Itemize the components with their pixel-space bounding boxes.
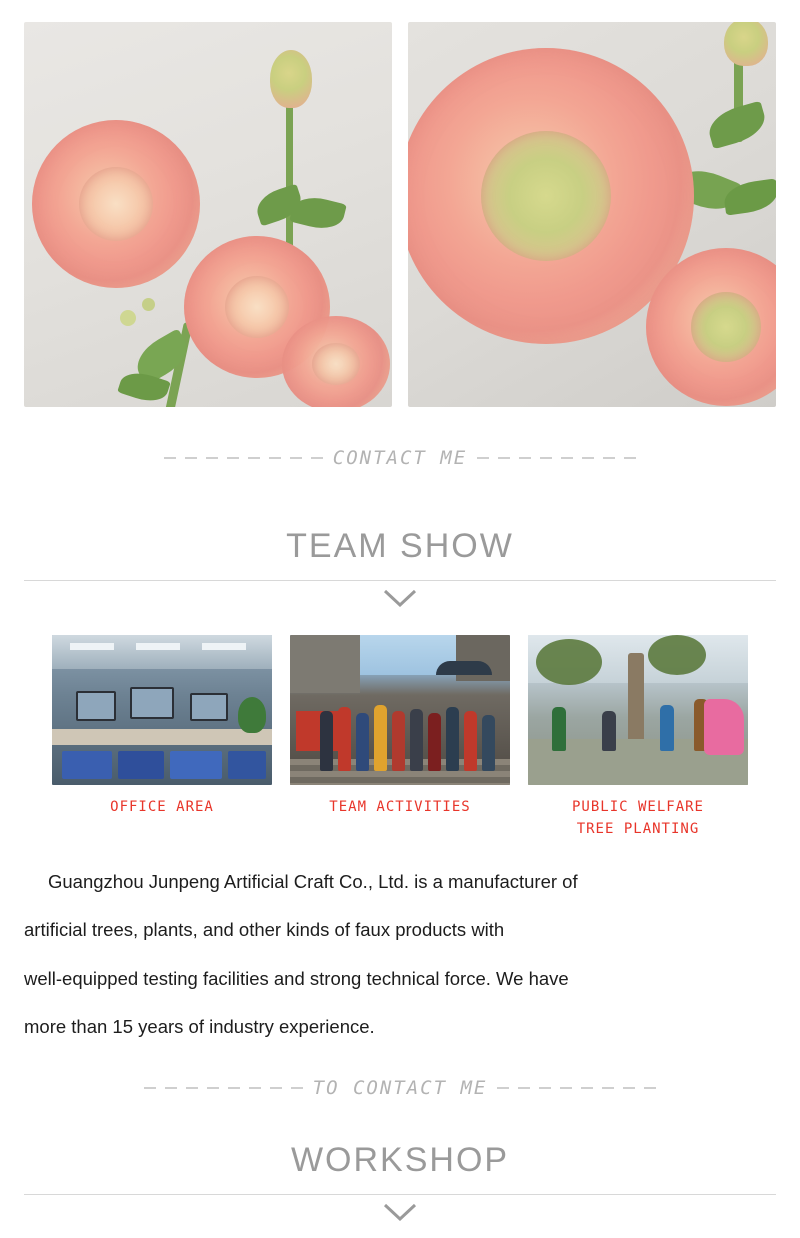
photo-detail bbox=[392, 711, 405, 771]
photo-detail bbox=[190, 693, 228, 721]
team-caption-line-1: PUBLIC WELFARE bbox=[571, 799, 704, 815]
photo-detail bbox=[482, 715, 495, 771]
team-show-header bbox=[0, 527, 800, 607]
team-item-office bbox=[52, 635, 272, 840]
photo-detail bbox=[338, 707, 351, 771]
photo-detail bbox=[52, 729, 272, 745]
section-divider-rule bbox=[24, 1194, 776, 1195]
flower-bloom bbox=[32, 120, 200, 288]
photo-detail bbox=[52, 635, 272, 669]
photo-detail bbox=[552, 707, 566, 751]
team-caption-activities: TEAM ACTIVITIES bbox=[329, 799, 471, 815]
description-line: more than 15 years of industry experience. bbox=[24, 1015, 375, 1037]
team-photo-office[interactable] bbox=[52, 635, 272, 785]
flower-bud bbox=[724, 22, 768, 66]
photo-detail bbox=[704, 699, 744, 755]
team-photo-row bbox=[0, 635, 800, 840]
photo-detail bbox=[356, 713, 369, 771]
photo-detail bbox=[290, 635, 360, 693]
team-caption-line-2: TREE PLANTING bbox=[576, 820, 700, 837]
flower-bloom bbox=[282, 316, 390, 407]
photo-detail bbox=[464, 711, 477, 771]
photo-detail bbox=[428, 713, 441, 771]
dash-line-left bbox=[164, 457, 323, 459]
team-show-title: TEAM SHOW bbox=[286, 527, 514, 565]
photo-detail bbox=[76, 691, 116, 721]
photo-detail bbox=[648, 635, 706, 675]
photo-detail bbox=[296, 711, 342, 751]
photo-detail bbox=[228, 751, 266, 779]
hero-photo-2[interactable] bbox=[408, 22, 776, 407]
divider-contact-label: CONTACT ME bbox=[332, 447, 468, 469]
photo-detail bbox=[170, 751, 222, 779]
hero-photo-1[interactable] bbox=[24, 22, 392, 407]
team-item-activities bbox=[290, 635, 510, 840]
photo-detail bbox=[446, 707, 459, 771]
team-item-tree-planting bbox=[528, 635, 748, 840]
company-description bbox=[24, 858, 776, 1050]
photo-detail bbox=[602, 711, 616, 751]
team-photo-tree-planting[interactable] bbox=[528, 635, 748, 785]
photo-detail bbox=[238, 697, 266, 733]
flower-bud-small bbox=[120, 310, 136, 326]
team-photo-activities[interactable] bbox=[290, 635, 510, 785]
divider-to-contact-label: TO CONTACT ME bbox=[312, 1076, 488, 1099]
chevron-down-icon bbox=[383, 589, 417, 607]
team-caption-tree-planting bbox=[528, 797, 748, 840]
dash-line-left bbox=[144, 1087, 303, 1089]
photo-detail bbox=[374, 705, 387, 771]
description-line: well-equipped testing facilities and strong technical force. We have bbox=[24, 967, 569, 989]
description-line: artificial trees, plants, and other kinds of faux products with bbox=[24, 919, 505, 941]
photo-detail bbox=[410, 709, 423, 771]
photo-detail bbox=[130, 687, 174, 719]
photo-detail bbox=[62, 751, 112, 779]
divider-to-contact-me bbox=[0, 1077, 800, 1099]
dash-line-right bbox=[477, 457, 636, 459]
dash-line-right bbox=[497, 1087, 656, 1089]
photo-detail bbox=[436, 661, 492, 675]
photo-detail bbox=[660, 705, 674, 751]
description-line: Guangzhou Junpeng Artificial Craft Co., Ltd. is a manufacturer of bbox=[48, 871, 578, 893]
section-divider-rule bbox=[24, 580, 776, 581]
flower-bud-small bbox=[142, 298, 155, 311]
photo-detail bbox=[628, 653, 644, 745]
photo-detail bbox=[536, 639, 602, 685]
workshop-title: WORKSHOP bbox=[290, 1140, 510, 1179]
team-caption-office: OFFICE AREA bbox=[110, 799, 214, 815]
workshop-header bbox=[0, 1141, 800, 1221]
divider-contact-me bbox=[0, 447, 800, 469]
chevron-down-icon bbox=[383, 1203, 417, 1221]
photo-detail bbox=[118, 751, 164, 779]
photo-detail bbox=[320, 711, 333, 771]
hero-photo-row bbox=[0, 0, 800, 407]
flower-bud bbox=[270, 50, 312, 108]
